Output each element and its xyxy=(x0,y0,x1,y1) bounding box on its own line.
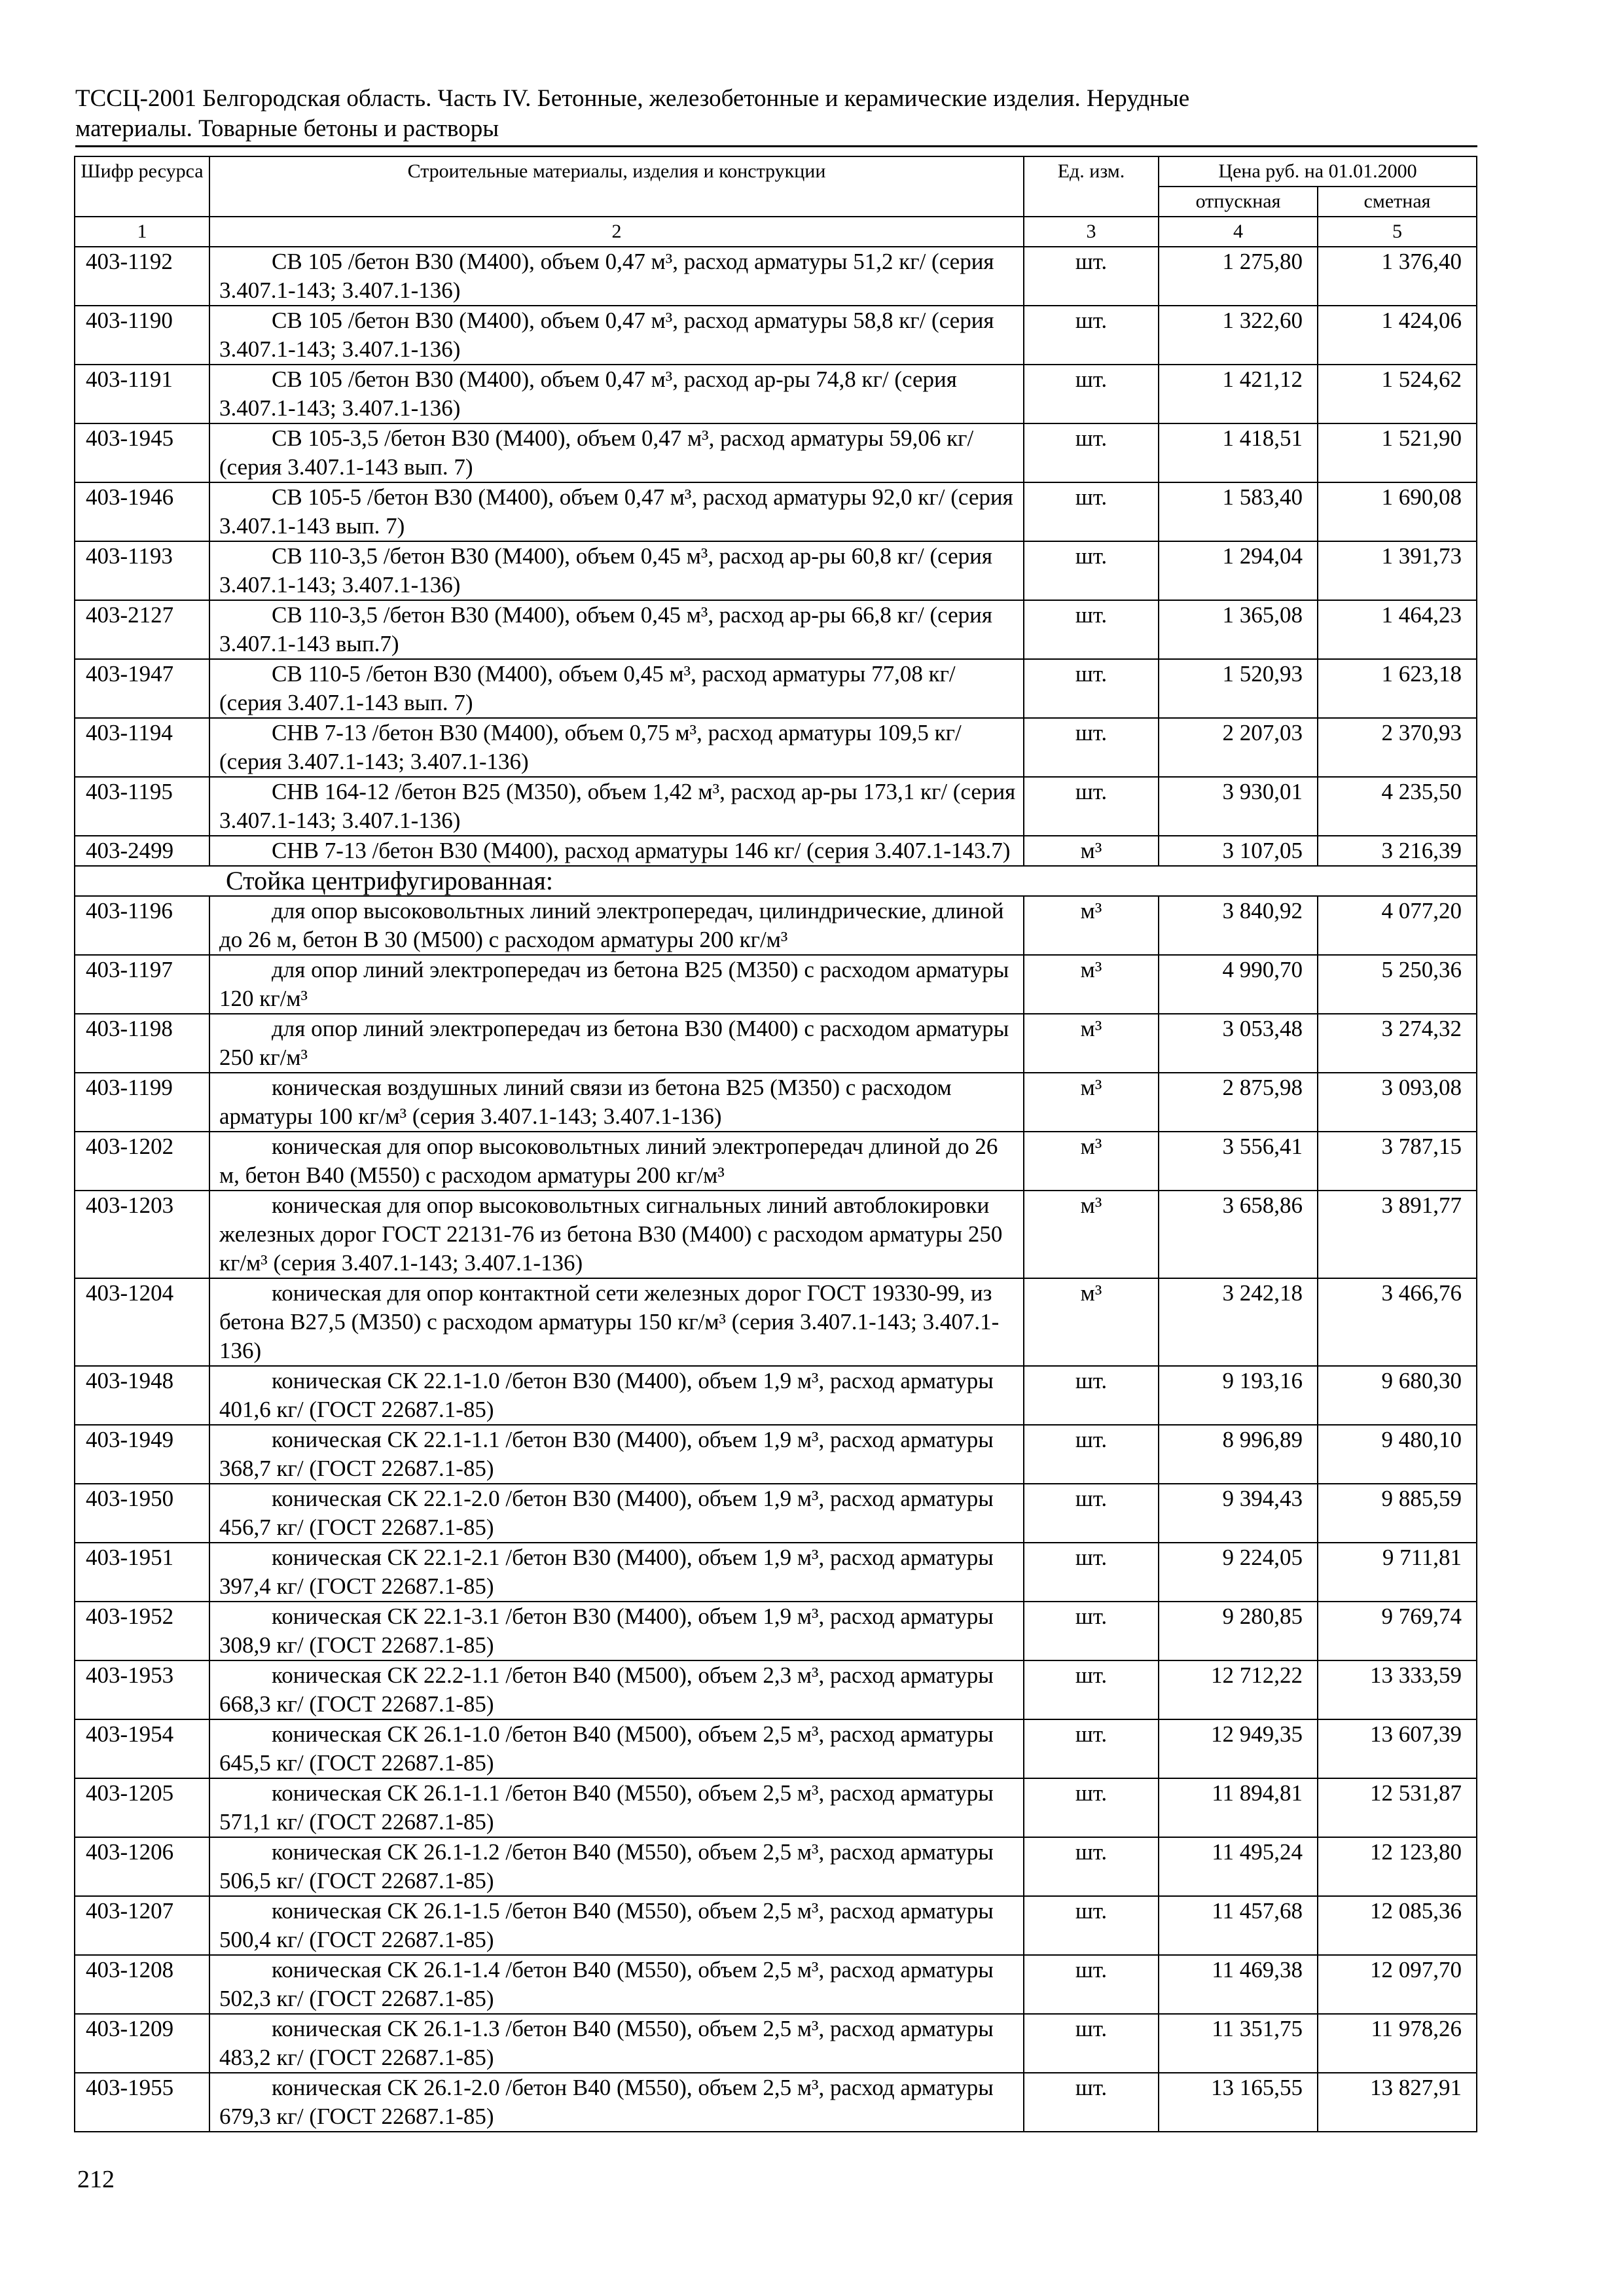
estimate-price-cell: 4 077,20 xyxy=(1318,896,1477,955)
resource-code-cell: 403-1207 xyxy=(75,1896,209,1955)
release-price-cell: 1 421,12 xyxy=(1159,365,1318,423)
table-row xyxy=(75,1955,1477,2014)
release-price-cell: 4 990,70 xyxy=(1159,955,1318,1014)
material-name-text: коническая СК 26.1-1.1 /бетон В40 (М550), объем 2,5 м³, расход арматуры 571,1 кг/ (ГОСТ 22687.1-85) xyxy=(219,1780,994,1835)
table-row xyxy=(75,247,1477,306)
unit-cell: шт. xyxy=(1024,482,1159,541)
col-number: 5 xyxy=(1318,217,1477,247)
material-name-cell xyxy=(209,1366,1024,1425)
col-header-name: Строительные материалы, изделия и конструкции xyxy=(209,156,1024,217)
unit-cell: шт. xyxy=(1024,2014,1159,2073)
unit-cell: шт. xyxy=(1024,423,1159,482)
release-price-cell: 8 996,89 xyxy=(1159,1425,1318,1484)
release-price-cell: 3 840,92 xyxy=(1159,896,1318,955)
material-name-cell xyxy=(209,1014,1024,1073)
material-name-cell xyxy=(209,541,1024,600)
release-price-cell: 1 275,80 xyxy=(1159,247,1318,306)
release-price-cell: 1 294,04 xyxy=(1159,541,1318,600)
unit-cell: шт. xyxy=(1024,1366,1159,1425)
table-row xyxy=(75,1543,1477,1602)
col-header-release: отпускная xyxy=(1159,187,1318,217)
page-header xyxy=(75,84,1477,147)
col-header-estimate: сметная xyxy=(1318,187,1477,217)
resource-code-cell: 403-1203 xyxy=(75,1191,209,1278)
material-name-text: коническая СК 26.1-1.4 /бетон В40 (М550), объем 2,5 м³, расход арматуры 502,3 кг/ (ГОСТ 22687.1-85) xyxy=(219,1957,994,2011)
material-name-cell xyxy=(209,423,1024,482)
material-name-cell xyxy=(209,600,1024,659)
resource-code-cell: 403-1953 xyxy=(75,1660,209,1719)
resource-code-cell: 403-1202 xyxy=(75,1132,209,1191)
unit-cell: шт. xyxy=(1024,718,1159,777)
material-name-text: СНВ 7-13 /бетон В30 (М400), расход арматуры 146 кг/ (серия 3.407.1-143.7) xyxy=(272,838,1011,863)
material-name-cell xyxy=(209,2073,1024,2132)
unit-cell: м³ xyxy=(1024,896,1159,955)
material-name-text: коническая СК 26.1-1.5 /бетон В40 (М550), объем 2,5 м³, расход арматуры 500,4 кг/ (ГОСТ 22687.1-85) xyxy=(219,1898,994,1952)
release-price-cell: 3 053,48 xyxy=(1159,1014,1318,1073)
material-name-text: СВ 105 /бетон В30 (М400), объем 0,47 м³, расход арматуры 51,2 кг/ (серия 3.407.1-143; 3.407.1-136) xyxy=(219,249,994,303)
material-name-text: СВ 110-5 /бетон В30 (М400), объем 0,45 м³, расход арматуры 77,08 кг/ (серия 3.407.1-143 вып. 7) xyxy=(219,661,956,715)
estimate-price-cell: 1 391,73 xyxy=(1318,541,1477,600)
table-row xyxy=(75,1660,1477,1719)
page-number: 212 xyxy=(77,2166,115,2193)
col-number: 2 xyxy=(209,217,1024,247)
material-name-cell xyxy=(209,1660,1024,1719)
estimate-price-cell: 1 524,62 xyxy=(1318,365,1477,423)
unit-cell: шт. xyxy=(1024,365,1159,423)
material-name-cell xyxy=(209,482,1024,541)
resource-code-cell: 403-1946 xyxy=(75,482,209,541)
material-name-cell xyxy=(209,1896,1024,1955)
release-price-cell: 1 583,40 xyxy=(1159,482,1318,541)
unit-cell: шт. xyxy=(1024,306,1159,365)
material-name-text: коническая СК 26.1-1.0 /бетон В40 (М500), объем 2,5 м³, расход арматуры 645,5 кг/ (ГОСТ 22687.1-85) xyxy=(219,1721,994,1776)
material-name-cell xyxy=(209,1073,1024,1132)
material-name-cell xyxy=(209,247,1024,306)
table-row xyxy=(75,600,1477,659)
section-body xyxy=(75,866,1477,896)
unit-cell: шт. xyxy=(1024,1719,1159,1778)
table-row xyxy=(75,836,1477,866)
unit-cell: шт. xyxy=(1024,777,1159,836)
unit-cell: м³ xyxy=(1024,836,1159,866)
table-row xyxy=(75,306,1477,365)
release-price-cell: 9 224,05 xyxy=(1159,1543,1318,1602)
table-body-a xyxy=(75,247,1477,866)
estimate-price-cell: 12 123,80 xyxy=(1318,1837,1477,1896)
resource-code-cell: 403-1955 xyxy=(75,2073,209,2132)
material-name-text: коническая СК 22.1-1.1 /бетон В30 (М400), объем 1,9 м³, расход арматуры 368,7 кг/ (ГОСТ 22687.1-85) xyxy=(219,1427,994,1481)
release-price-cell: 11 469,38 xyxy=(1159,1955,1318,2014)
estimate-price-cell: 1 424,06 xyxy=(1318,306,1477,365)
unit-cell: шт. xyxy=(1024,1955,1159,2014)
material-name-text: коническая СК 26.1-1.3 /бетон В40 (М550), объем 2,5 м³, расход арматуры 483,2 кг/ (ГОСТ 22687.1-85) xyxy=(219,2016,994,2070)
estimate-price-cell: 1 464,23 xyxy=(1318,600,1477,659)
material-name-cell xyxy=(209,955,1024,1014)
header-line-2: материалы. Товарные бетоны и растворы xyxy=(75,115,499,142)
estimate-price-cell: 3 466,76 xyxy=(1318,1278,1477,1366)
table-body-b xyxy=(75,896,1477,2132)
material-name-cell xyxy=(209,2014,1024,2073)
unit-cell: шт. xyxy=(1024,1896,1159,1955)
release-price-cell: 3 930,01 xyxy=(1159,777,1318,836)
resource-code-cell: 403-1206 xyxy=(75,1837,209,1896)
material-name-text: коническая для опор высоковольтных линий электропередач длиной до 26 м, бетон В40 (М550) с расходом арматуры 200 кг/м³ xyxy=(219,1134,998,1188)
unit-cell: шт. xyxy=(1024,1778,1159,1837)
resource-code-cell: 403-1194 xyxy=(75,718,209,777)
material-name-text: СВ 105 /бетон В30 (М400), объем 0,47 м³, расход арматуры 58,8 кг/ (серия 3.407.1-143; 3.407.1-136) xyxy=(219,308,994,362)
unit-cell: шт. xyxy=(1024,659,1159,718)
table-row xyxy=(75,1484,1477,1543)
release-price-cell: 3 658,86 xyxy=(1159,1191,1318,1278)
col-number: 4 xyxy=(1159,217,1318,247)
resource-code-cell: 403-1192 xyxy=(75,247,209,306)
material-name-text: для опор линий электропередач из бетона В30 (М400) с расходом арматуры 250 кг/м³ xyxy=(219,1016,1009,1070)
resource-code-cell: 403-1196 xyxy=(75,896,209,955)
table-row xyxy=(75,955,1477,1014)
table-row xyxy=(75,1132,1477,1191)
section-row xyxy=(75,866,1477,896)
estimate-price-cell: 3 891,77 xyxy=(1318,1191,1477,1278)
resource-code-cell: 403-1950 xyxy=(75,1484,209,1543)
table-row xyxy=(75,777,1477,836)
material-name-text: СВ 105-3,5 /бетон В30 (М400), объем 0,47 м³, расход арматуры 59,06 кг/ (серия 3.407.1-143 вып. 7) xyxy=(219,425,974,480)
estimate-price-cell: 12 531,87 xyxy=(1318,1778,1477,1837)
release-price-cell: 3 556,41 xyxy=(1159,1132,1318,1191)
release-price-cell: 1 322,60 xyxy=(1159,306,1318,365)
material-name-cell xyxy=(209,1191,1024,1278)
estimate-price-cell: 9 769,74 xyxy=(1318,1602,1477,1660)
unit-cell: шт. xyxy=(1024,1837,1159,1896)
unit-cell: м³ xyxy=(1024,1132,1159,1191)
release-price-cell: 12 949,35 xyxy=(1159,1719,1318,1778)
material-name-cell xyxy=(209,1484,1024,1543)
estimate-price-cell: 3 787,15 xyxy=(1318,1132,1477,1191)
estimate-price-cell: 12 085,36 xyxy=(1318,1896,1477,1955)
table-row xyxy=(75,1719,1477,1778)
col-header-price: Цена руб. на 01.01.2000 xyxy=(1159,156,1477,187)
estimate-price-cell: 9 480,10 xyxy=(1318,1425,1477,1484)
resource-code-cell: 403-2127 xyxy=(75,600,209,659)
estimate-price-cell: 2 370,93 xyxy=(1318,718,1477,777)
estimate-price-cell: 5 250,36 xyxy=(1318,955,1477,1014)
resource-code-cell: 403-1191 xyxy=(75,365,209,423)
col-header-unit: Ед. изм. xyxy=(1024,156,1159,217)
material-name-text: коническая СК 22.2-1.1 /бетон В40 (М500), объем 2,3 м³, расход арматуры 668,3 кг/ (ГОСТ 22687.1-85) xyxy=(219,1662,994,1717)
unit-cell: шт. xyxy=(1024,2073,1159,2132)
unit-cell: шт. xyxy=(1024,1484,1159,1543)
material-name-text: коническая воздушных линий связи из бетона В25 (М350) с расходом арматуры 100 кг/м³ (серия 3.407.1-143; 3.407.1-136) xyxy=(219,1075,952,1129)
material-name-cell xyxy=(209,1278,1024,1366)
unit-cell: шт. xyxy=(1024,1543,1159,1602)
table-row xyxy=(75,1425,1477,1484)
release-price-cell: 3 107,05 xyxy=(1159,836,1318,866)
material-name-cell xyxy=(209,365,1024,423)
material-name-cell xyxy=(209,896,1024,955)
col-number: 1 xyxy=(75,217,209,247)
resource-code-cell: 403-1209 xyxy=(75,2014,209,2073)
material-name-cell xyxy=(209,306,1024,365)
resource-code-cell: 403-1951 xyxy=(75,1543,209,1602)
column-number-row xyxy=(75,217,1477,247)
material-name-text: коническая СК 26.1-1.2 /бетон В40 (М550), объем 2,5 м³, расход арматуры 506,5 кг/ (ГОСТ 22687.1-85) xyxy=(219,1839,994,1893)
resource-code-cell: 403-1190 xyxy=(75,306,209,365)
table-row xyxy=(75,1191,1477,1278)
table-row xyxy=(75,1602,1477,1660)
estimate-price-cell: 1 623,18 xyxy=(1318,659,1477,718)
estimate-price-cell: 9 711,81 xyxy=(1318,1543,1477,1602)
table-row xyxy=(75,718,1477,777)
estimate-price-cell: 13 607,39 xyxy=(1318,1719,1477,1778)
material-name-text: коническая СК 26.1-2.0 /бетон В40 (М550), объем 2,5 м³, расход арматуры 679,3 кг/ (ГОСТ 22687.1-85) xyxy=(219,2075,994,2129)
unit-cell: м³ xyxy=(1024,1073,1159,1132)
price-table xyxy=(74,156,1477,2132)
estimate-price-cell: 3 093,08 xyxy=(1318,1073,1477,1132)
section-title: Стойка центрифугированная: xyxy=(75,866,1477,896)
resource-code-cell: 403-1949 xyxy=(75,1425,209,1484)
estimate-price-cell: 4 235,50 xyxy=(1318,777,1477,836)
resource-code-cell: 403-2499 xyxy=(75,836,209,866)
estimate-price-cell: 9 885,59 xyxy=(1318,1484,1477,1543)
material-name-cell xyxy=(209,836,1024,866)
unit-cell: шт. xyxy=(1024,600,1159,659)
material-name-text: для опор линий электропередач из бетона В25 (М350) с расходом арматуры 120 кг/м³ xyxy=(219,957,1009,1011)
release-price-cell: 2 207,03 xyxy=(1159,718,1318,777)
unit-cell: шт. xyxy=(1024,1660,1159,1719)
estimate-price-cell: 13 827,91 xyxy=(1318,2073,1477,2132)
release-price-cell: 2 875,98 xyxy=(1159,1073,1318,1132)
header-line-1: ТССЦ-2001 Белгородская область. Часть IV. Бетонные, железобетонные и керамические изделия. Нерудные xyxy=(75,85,1190,112)
estimate-price-cell: 11 978,26 xyxy=(1318,2014,1477,2073)
table-row xyxy=(75,541,1477,600)
col-header-code: Шифр ресурса xyxy=(75,156,209,217)
table-row xyxy=(75,1014,1477,1073)
table-row xyxy=(75,659,1477,718)
unit-cell: м³ xyxy=(1024,1014,1159,1073)
material-name-cell xyxy=(209,1837,1024,1896)
material-name-text: СНВ 7-13 /бетон В30 (М400), объем 0,75 м³, расход арматуры 109,5 кг/ (серия 3.407.1-143; 3.407.1-136) xyxy=(219,720,962,774)
material-name-text: для опор высоковольтных линий электропередач, цилиндрические, длиной до 26 м, бетон В 30 (М500) с расходом арматуры 200 кг/м³ xyxy=(219,898,1004,952)
unit-cell: шт. xyxy=(1024,541,1159,600)
resource-code-cell: 403-1205 xyxy=(75,1778,209,1837)
resource-code-cell: 403-1197 xyxy=(75,955,209,1014)
material-name-text: СВ 105 /бетон В30 (М400), объем 0,47 м³, расход ар-ры 74,8 кг/ (серия 3.407.1-143; 3.407.1-136) xyxy=(219,367,957,421)
material-name-cell xyxy=(209,1719,1024,1778)
release-price-cell: 12 712,22 xyxy=(1159,1660,1318,1719)
table-row xyxy=(75,482,1477,541)
estimate-price-cell: 12 097,70 xyxy=(1318,1955,1477,2014)
release-price-cell: 1 365,08 xyxy=(1159,600,1318,659)
table-row xyxy=(75,2014,1477,2073)
unit-cell: шт. xyxy=(1024,1425,1159,1484)
estimate-price-cell: 13 333,59 xyxy=(1318,1660,1477,1719)
table-header-row xyxy=(75,156,1477,187)
estimate-price-cell: 3 216,39 xyxy=(1318,836,1477,866)
release-price-cell: 1 520,93 xyxy=(1159,659,1318,718)
table-row xyxy=(75,2073,1477,2132)
table-row xyxy=(75,365,1477,423)
material-name-text: СВ 110-3,5 /бетон В30 (М400), объем 0,45 м³, расход ар-ры 66,8 кг/ (серия 3.407.1-143 вып.7) xyxy=(219,602,992,656)
material-name-cell xyxy=(209,777,1024,836)
estimate-price-cell: 3 274,32 xyxy=(1318,1014,1477,1073)
material-name-text: коническая для опор контактной сети железных дорог ГОСТ 19330-99, из бетона В27,5 (М350) с расходом арматуры 150 кг/м³ (серия 3.407.1-143; 3.407.1-136) xyxy=(219,1280,1000,1363)
material-name-cell xyxy=(209,1778,1024,1837)
unit-cell: шт. xyxy=(1024,1602,1159,1660)
resource-code-cell: 403-1945 xyxy=(75,423,209,482)
table-row xyxy=(75,1837,1477,1896)
release-price-cell: 3 242,18 xyxy=(1159,1278,1318,1366)
material-name-cell xyxy=(209,1543,1024,1602)
release-price-cell: 9 193,16 xyxy=(1159,1366,1318,1425)
resource-code-cell: 403-1954 xyxy=(75,1719,209,1778)
unit-cell: м³ xyxy=(1024,1278,1159,1366)
material-name-text: СНВ 164-12 /бетон В25 (М350), объем 1,42 м³, расход ар-ры 173,1 кг/ (серия 3.407.1-143; 3.407.1-136) xyxy=(219,779,1016,833)
material-name-text: коническая для опор высоковольтных сигнальных линий автоблокировки железных дорог ГОСТ 22131-76 из бетона В30 (М400) с расходом арматуры 250 кг/м³ (серия 3.407.1-143; 3.407.1-136) xyxy=(219,1193,1003,1276)
release-price-cell: 9 394,43 xyxy=(1159,1484,1318,1543)
material-name-text: СВ 105-5 /бетон В30 (М400), объем 0,47 м³, расход арматуры 92,0 кг/ (серия 3.407.1-143 вып. 7) xyxy=(219,484,1013,539)
table-row xyxy=(75,896,1477,955)
resource-code-cell: 403-1208 xyxy=(75,1955,209,2014)
table-row xyxy=(75,1778,1477,1837)
release-price-cell: 11 495,24 xyxy=(1159,1837,1318,1896)
resource-code-cell: 403-1948 xyxy=(75,1366,209,1425)
material-name-text: СВ 110-3,5 /бетон В30 (М400), объем 0,45 м³, расход ар-ры 60,8 кг/ (серия 3.407.1-143; 3.407.1-136) xyxy=(219,543,992,598)
material-name-text: коническая СК 22.1-3.1 /бетон В30 (М400), объем 1,9 м³, расход арматуры 308,9 кг/ (ГОСТ 22687.1-85) xyxy=(219,1604,994,1658)
unit-cell: м³ xyxy=(1024,955,1159,1014)
resource-code-cell: 403-1199 xyxy=(75,1073,209,1132)
material-name-text: коническая СК 22.1-1.0 /бетон В30 (М400), объем 1,9 м³, расход арматуры 401,6 кг/ (ГОСТ 22687.1-85) xyxy=(219,1368,994,1422)
material-name-cell xyxy=(209,1132,1024,1191)
table-row xyxy=(75,1073,1477,1132)
material-name-text: коническая СК 22.1-2.1 /бетон В30 (М400), объем 1,9 м³, расход арматуры 397,4 кг/ (ГОСТ 22687.1-85) xyxy=(219,1545,994,1599)
release-price-cell: 9 280,85 xyxy=(1159,1602,1318,1660)
table-row xyxy=(75,1366,1477,1425)
resource-code-cell: 403-1195 xyxy=(75,777,209,836)
material-name-cell xyxy=(209,659,1024,718)
col-number: 3 xyxy=(1024,217,1159,247)
resource-code-cell: 403-1198 xyxy=(75,1014,209,1073)
release-price-cell: 1 418,51 xyxy=(1159,423,1318,482)
resource-code-cell: 403-1952 xyxy=(75,1602,209,1660)
release-price-cell: 11 351,75 xyxy=(1159,2014,1318,2073)
estimate-price-cell: 1 376,40 xyxy=(1318,247,1477,306)
material-name-cell xyxy=(209,1955,1024,2014)
unit-cell: шт. xyxy=(1024,247,1159,306)
table-row xyxy=(75,423,1477,482)
estimate-price-cell: 1 690,08 xyxy=(1318,482,1477,541)
estimate-price-cell: 1 521,90 xyxy=(1318,423,1477,482)
resource-code-cell: 403-1204 xyxy=(75,1278,209,1366)
resource-code-cell: 403-1193 xyxy=(75,541,209,600)
material-name-cell xyxy=(209,1602,1024,1660)
material-name-cell xyxy=(209,1425,1024,1484)
table-row xyxy=(75,1278,1477,1366)
unit-cell: м³ xyxy=(1024,1191,1159,1278)
material-name-cell xyxy=(209,718,1024,777)
estimate-price-cell: 9 680,30 xyxy=(1318,1366,1477,1425)
release-price-cell: 11 457,68 xyxy=(1159,1896,1318,1955)
release-price-cell: 13 165,55 xyxy=(1159,2073,1318,2132)
release-price-cell: 11 894,81 xyxy=(1159,1778,1318,1837)
resource-code-cell: 403-1947 xyxy=(75,659,209,718)
material-name-text: коническая СК 22.1-2.0 /бетон В30 (М400), объем 1,9 м³, расход арматуры 456,7 кг/ (ГОСТ 22687.1-85) xyxy=(219,1486,994,1540)
table-row xyxy=(75,1896,1477,1955)
